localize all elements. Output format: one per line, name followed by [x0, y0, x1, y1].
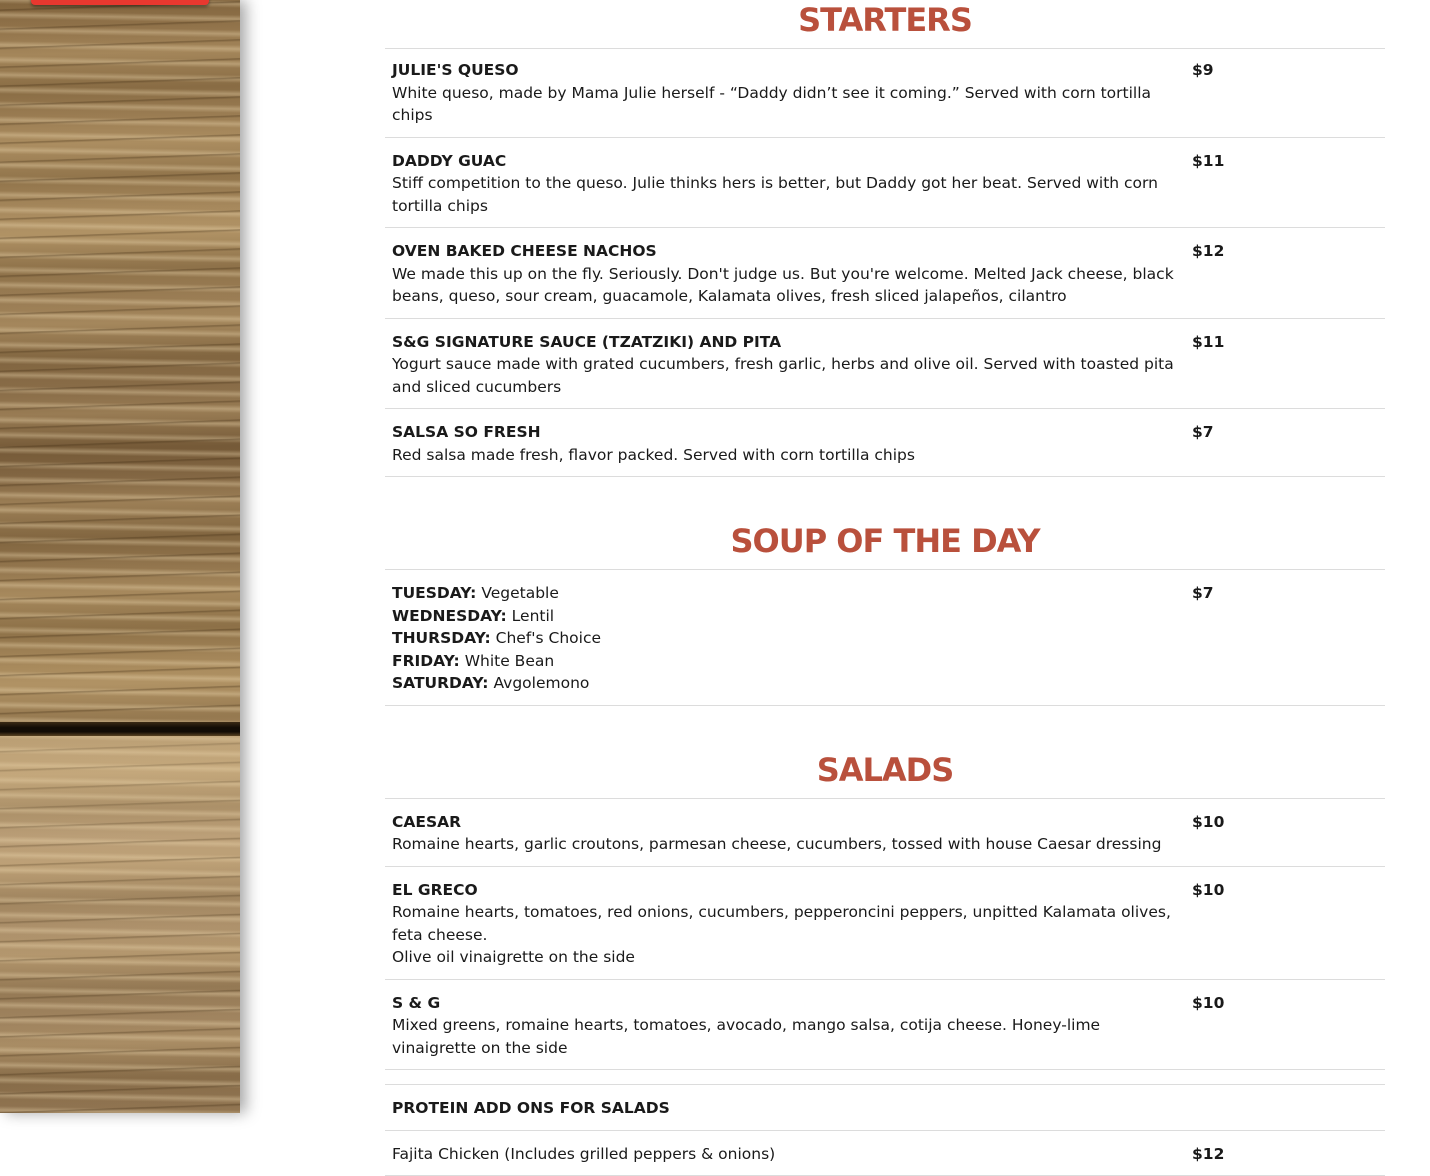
day-soup: Avgolemono	[493, 674, 590, 692]
menu-item-row	[385, 228, 1385, 319]
menu-item-row	[385, 979, 1385, 1070]
menu-item-row	[385, 570, 1385, 706]
day-label: FRIDAY:	[392, 651, 460, 670]
day-label: WEDNESDAY:	[392, 606, 507, 625]
menu-item-row	[385, 409, 1385, 477]
starters-table	[385, 48, 1385, 477]
sidebar-divider	[0, 722, 240, 736]
item-price: $7	[1185, 570, 1385, 706]
item-price: $7	[1185, 409, 1385, 477]
item-name: SALSA SO FRESH	[392, 423, 541, 441]
item-name: S & G	[392, 993, 441, 1012]
menu-item-row	[385, 866, 1385, 979]
day-label: TUESDAY:	[392, 584, 477, 602]
sidebar-lower-panel	[0, 736, 240, 1113]
day-soup: White Bean	[464, 651, 555, 670]
soup-day	[392, 605, 1178, 628]
day-label: SATURDAY:	[392, 674, 489, 692]
item-description-note: Olive oil vinaigrette on the side	[392, 948, 635, 966]
item-price: $10	[1185, 798, 1385, 866]
soup-day	[392, 672, 1178, 695]
order-button[interactable]	[31, 0, 209, 5]
item-price: $11	[1185, 318, 1385, 409]
item-name: OVEN BAKED CHEESE NACHOS	[392, 242, 657, 260]
section-title-salads: SALADS	[816, 750, 954, 789]
addons-title: PROTEIN ADD ONS FOR SALADS	[392, 1099, 670, 1117]
menu-item-row	[385, 318, 1385, 409]
soup-day	[392, 650, 1178, 673]
item-price: $9	[1185, 49, 1385, 138]
item-description: We made this up on the fly. Seriously. Don't judge us. But you're welcome. Melted Jack cheese, black beans, queso, sour cream, guacamole, Kalamata olives, fresh sliced jalapeños, cilantro	[392, 264, 1174, 305]
section-title-soup: SOUP OF THE DAY	[730, 522, 1040, 560]
item-price: $11	[1185, 137, 1385, 228]
item-name: S&G SIGNATURE SAUCE (TZATZIKI) AND PITA	[392, 332, 782, 351]
soup-day	[392, 582, 1178, 605]
section-title-starters: STARTERS	[798, 1, 972, 39]
menu-item-row	[385, 49, 1385, 138]
day-soup: Chef's Choice	[495, 629, 602, 647]
item-description: Romaine hearts, tomatoes, red onions, cucumbers, pepperoncini peppers, unpitted Kalamata olives, feta cheese.	[392, 903, 1171, 944]
day-soup: Lentil	[511, 606, 555, 625]
item-name: DADDY GUAC	[392, 151, 507, 170]
day-label: THURSDAY:	[392, 629, 491, 647]
menu-item-row	[385, 137, 1385, 228]
item-description: Mixed greens, romaine hearts, tomatoes, avocado, mango salsa, cotija cheese. Honey-lime vinaigrette on the side	[392, 1016, 1101, 1057]
item-price: $10	[1185, 979, 1385, 1070]
item-price: $12	[1185, 1130, 1385, 1176]
item-description: Romaine hearts, garlic croutons, parmesan cheese, cucumbers, tossed with house Caesar dressing	[392, 835, 1162, 853]
item-name: EL GRECO	[392, 880, 478, 899]
item-description: Red salsa made fresh, flavor packed. Served with corn tortilla chips	[392, 445, 915, 464]
sidebar-wood-panel	[0, 0, 240, 1113]
addons-header-row	[385, 1085, 1385, 1131]
soup-table	[385, 569, 1385, 706]
addon-name: Fajita Chicken (Includes grilled peppers & onions)	[392, 1144, 776, 1163]
item-price: $12	[1185, 228, 1385, 319]
menu-item-row	[385, 1130, 1385, 1176]
item-name: CAESAR	[392, 812, 462, 831]
day-soup: Vegetable	[481, 584, 559, 602]
menu-content	[385, 0, 1385, 1176]
salads-table	[385, 798, 1385, 1071]
soup-day	[392, 627, 1178, 650]
menu-item-row	[385, 798, 1385, 866]
protein-addons-table	[385, 1084, 1385, 1176]
item-description: Stiff competition to the queso. Julie thinks hers is better, but Daddy got her beat. Served with corn tortilla chips	[392, 174, 1158, 215]
item-name: JULIE'S QUESO	[392, 61, 519, 79]
item-description: White queso, made by Mama Julie herself - “Daddy didn’t see it coming.” Served with corn tortilla chips	[392, 83, 1152, 124]
item-price: $10	[1185, 866, 1385, 979]
item-description: Yogurt sauce made with grated cucumbers, fresh garlic, herbs and olive oil. Served with toasted pita and sliced cucumbers	[392, 355, 1174, 396]
